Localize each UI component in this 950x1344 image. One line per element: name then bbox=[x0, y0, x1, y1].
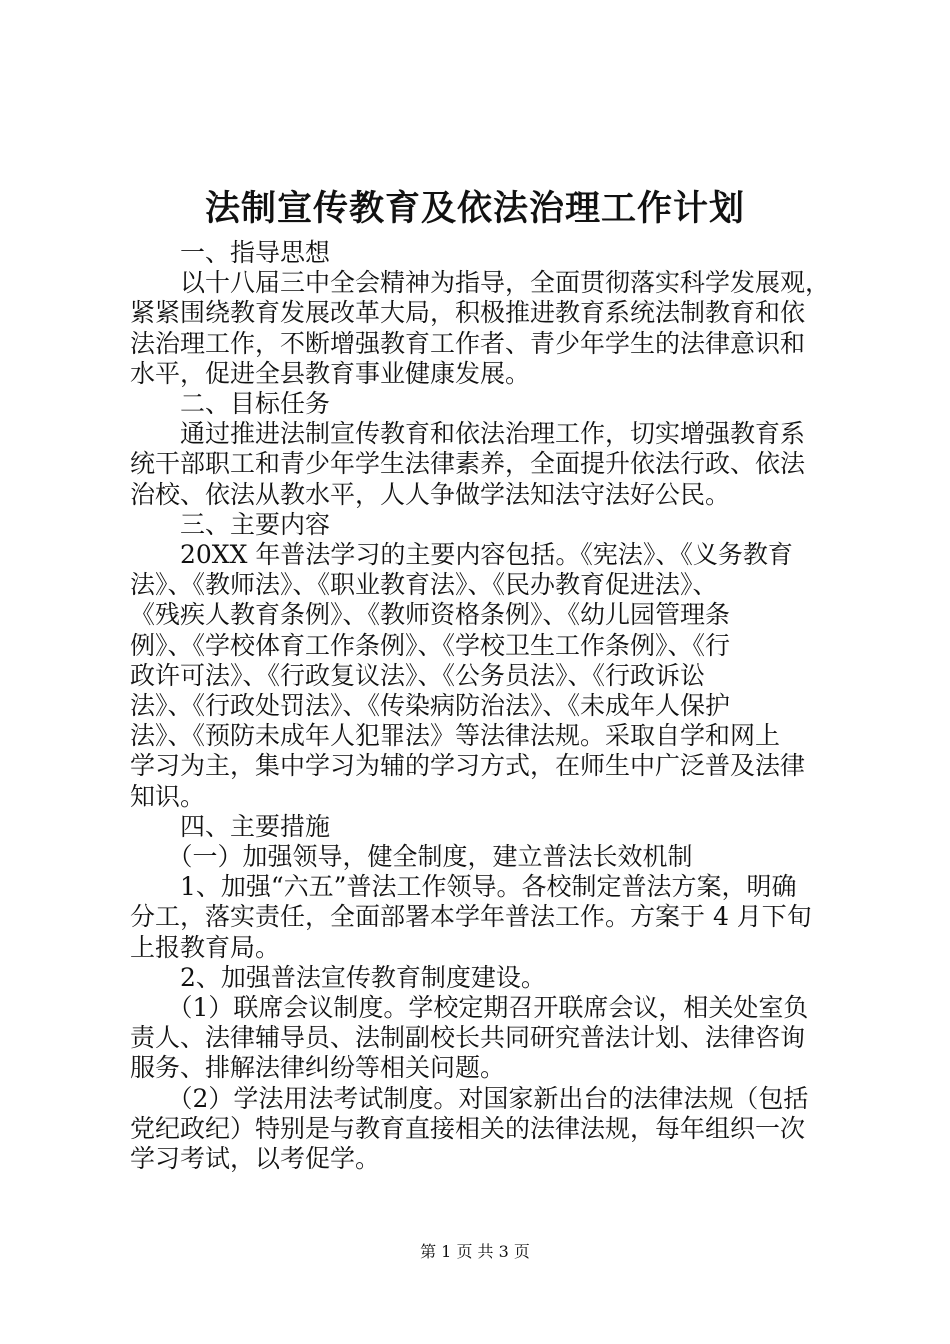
body-line: 紧紧围绕教育发展改革大局，积极推进教育系统法制教育和依 bbox=[130, 298, 806, 328]
body-line: 治校、依法从教水平，人人争做学法知法守法好公民。 bbox=[130, 479, 731, 509]
body-line: 统干部职工和青少年学生法律素养，全面提升依法行政、依法 bbox=[130, 449, 806, 479]
body-line: 三、主要内容 bbox=[130, 509, 331, 539]
body-line: 法》、《教师法》、《职业教育法》、《民办教育促进法》、 bbox=[130, 570, 718, 600]
body-line: 通过推进法制宣传教育和依法治理工作，切实增强教育系 bbox=[130, 419, 806, 449]
body-line: （1）联席会议制度。学校定期召开联席会议，相关处室负 bbox=[130, 993, 809, 1022]
body-line: 党纪政纪）特别是与教育直接相关的法律法规，每年组织一次 bbox=[130, 1113, 806, 1143]
body-line: 四、主要措施 bbox=[130, 811, 331, 841]
body-line: 2、加强普法宣传教育制度建设。 bbox=[130, 962, 546, 992]
body-line: 法》、《预防未成年人犯罪法》等法律法规。采取自学和网上 bbox=[130, 721, 781, 751]
body-line: 以十八届三中全会精神为指导，全面贯彻落实科学发展观， bbox=[130, 268, 831, 298]
body-line: 服务、排解法律纠纷等相关问题。 bbox=[130, 1053, 506, 1083]
body-line: 1、加强“六五”普法工作领导。各校制定普法方案，明确 bbox=[130, 872, 797, 902]
body-line: 学习为主，集中学习为辅的学习方式，在师生中广泛普及法律 bbox=[130, 751, 806, 781]
body-line: 水平，促进全县教育事业健康发展。 bbox=[130, 358, 531, 388]
body-line: （一）加强领导，健全制度，建立普法长效机制 bbox=[130, 842, 693, 871]
body-line: 分工，落实责任，全面部署本学年普法工作。方案于 4 月下旬 bbox=[130, 902, 812, 932]
body-line: 知识。 bbox=[130, 781, 206, 811]
page-footer: 第 1 页 共 3 页 bbox=[420, 1242, 530, 1261]
body-line: （2）学法用法考试制度。对国家新出台的法律法规（包括 bbox=[130, 1083, 809, 1113]
body-line: 责人、法律辅导员、法制副校长共同研究普法计划、法律咨询 bbox=[130, 1023, 806, 1053]
body-line: 二、目标任务 bbox=[130, 389, 331, 418]
body-line: 例》、《学校体育工作条例》、《学校卫生工作条例》、《行 bbox=[130, 630, 731, 660]
body-line: 学习考试，以考促学。 bbox=[130, 1144, 381, 1173]
body-line: 上报教育局。 bbox=[130, 932, 281, 962]
body-line: 法治理工作，不断增强教育工作者、青少年学生的法律意识和 bbox=[130, 328, 806, 358]
body-line: 政许可法》、《行政复议法》、《公务员法》、《行政诉讼 bbox=[130, 660, 706, 690]
body-line: 《残疾人教育条例》、《教师资格条例》、《幼儿园管理条 bbox=[130, 600, 731, 630]
body-line: 一、指导思想 bbox=[130, 238, 331, 267]
document-title: 法制宣传教育及依法治理工作计划 bbox=[204, 188, 745, 229]
body-line: 法》、《行政处罚法》、《传染病防治法》、《未成年人保护 bbox=[130, 691, 731, 720]
body-line: 20XX 年普法学习的主要内容包括。《宪法》、《义务教育 bbox=[130, 540, 793, 569]
